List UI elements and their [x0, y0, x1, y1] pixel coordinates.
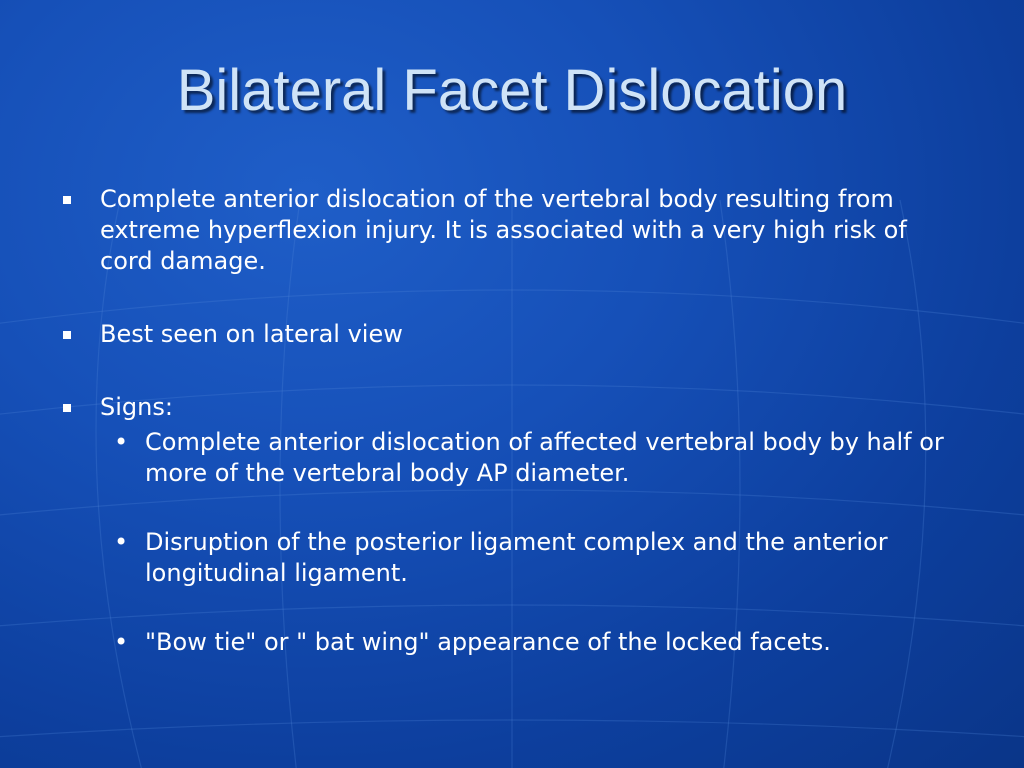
bullet-text: Complete anterior dislocation of the vertebral body resulting from extreme hyperflexion injury. It is associated with a very high risk of cord damage.: [100, 185, 907, 275]
round-bullet-icon: •: [114, 528, 129, 556]
slide-title: Bilateral Facet Dislocation: [176, 58, 848, 123]
bullet-item: [60, 184, 960, 277]
sub-bullet-item: [114, 627, 960, 658]
sub-bullet-text: "Bow tie" or " bat wing" appearance of the locked facets.: [145, 628, 831, 656]
square-bullet-icon: [63, 196, 71, 204]
sub-bullet-text: Complete anterior dislocation of affected vertebral body by half or more of the vertebral body AP diameter.: [145, 428, 944, 487]
bullet-text: Signs:: [100, 393, 173, 421]
square-bullet-icon: [63, 404, 71, 412]
square-bullet-icon: [63, 331, 71, 339]
round-bullet-icon: •: [114, 428, 129, 456]
sub-bullet-text: Disruption of the posterior ligament complex and the anterior longitudinal ligament.: [145, 528, 888, 587]
bullet-item: [60, 319, 960, 350]
round-bullet-icon: •: [114, 628, 129, 656]
sub-bullet-item: [114, 527, 960, 589]
bullet-item: [60, 392, 960, 423]
slide-content: [60, 184, 960, 696]
sub-bullet-item: [114, 427, 960, 489]
bullet-text: Best seen on lateral view: [100, 320, 403, 348]
